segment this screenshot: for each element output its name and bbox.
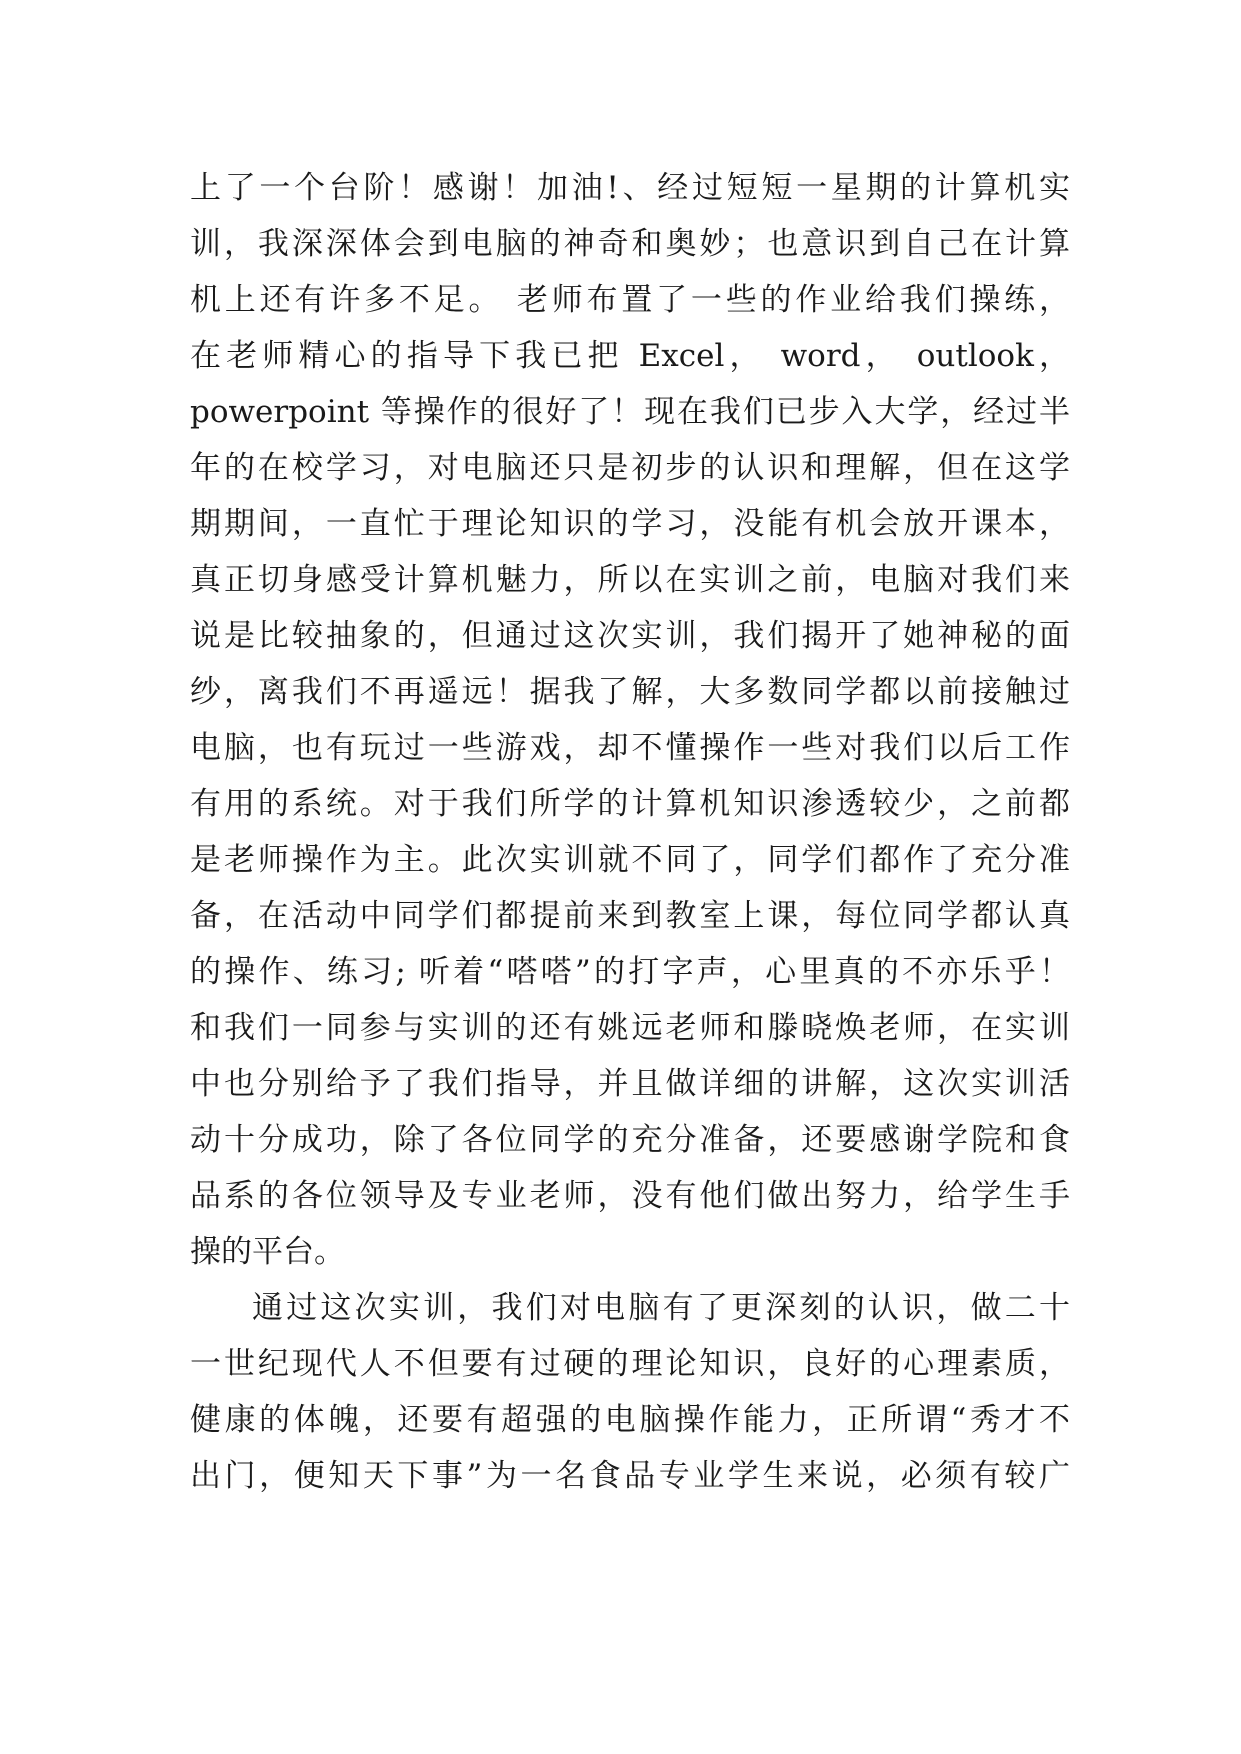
text-line: 健康的体魄，还要有超强的电脑操作能力，正所谓“秀才不 [190, 1402, 1070, 1438]
text-line: 备，在活动中同学们都提前来到教室上课，每位同学都认真 [190, 898, 1070, 934]
text-line: 纱，离我们不再遥远！据我了解，大多数同学都以前接触过 [190, 674, 1070, 710]
text-line-paragraph-end: 操的平台。 [190, 1234, 345, 1270]
text-line: 期期间，一直忙于理论知识的学习，没能有机会放开课本， [190, 506, 1070, 542]
text-line: 和我们一同参与实训的还有姚远老师和滕晓焕老师，在实训 [190, 1010, 1070, 1046]
text-line-paragraph-start: 通过这次实训，我们对电脑有了更深刻的认识，做二十 [252, 1290, 1070, 1326]
text-line: 电脑，也有玩过一些游戏，却不懂操作一些对我们以后工作 [190, 730, 1070, 766]
text-line: 上了一个台阶！感谢！加油!、经过短短一星期的计算机实 [190, 170, 1070, 206]
text-line: 出门，便知天下事”为一名食品专业学生来说，必须有较广 [190, 1458, 1070, 1494]
text-line: 训，我深深体会到电脑的神奇和奥妙；也意识到自己在计算 [190, 226, 1070, 262]
text-line: 一世纪现代人不但要有过硬的理论知识，良好的心理素质， [190, 1346, 1070, 1382]
text-line: 年的在校学习，对电脑还只是初步的认识和理解，但在这学 [190, 450, 1070, 486]
text-line: 是老师操作为主。此次实训就不同了，同学们都作了充分准 [190, 842, 1070, 878]
text-line: 品系的各位领导及专业老师，没有他们做出努力，给学生手 [190, 1178, 1070, 1214]
text-line: 真正切身感受计算机魅力，所以在实训之前，电脑对我们来 [190, 562, 1070, 598]
text-line: 动十分成功，除了各位同学的充分准备，还要感谢学院和食 [190, 1122, 1070, 1158]
body-text [190, 160, 1070, 1504]
text-line: powerpoint 等操作的很好了！现在我们已步入大学，经过半 [190, 394, 1070, 430]
text-line: 中也分别给予了我们指导，并且做详细的讲解，这次实训活 [190, 1066, 1070, 1102]
text-line: 的操作、练习; 听着“嗒嗒”的打字声，心里真的不亦乐乎！ [190, 954, 1070, 990]
text-line: 有用的系统。对于我们所学的计算机知识渗透较少，之前都 [190, 786, 1070, 822]
text-line: 在老师精心的指导下我已把 Excel， word， outlook， [190, 338, 1070, 374]
text-line: 说是比较抽象的，但通过这次实训，我们揭开了她神秘的面 [190, 618, 1070, 654]
text-line: 机上还有许多不足。 老师布置了一些的作业给我们操练， [190, 282, 1070, 318]
